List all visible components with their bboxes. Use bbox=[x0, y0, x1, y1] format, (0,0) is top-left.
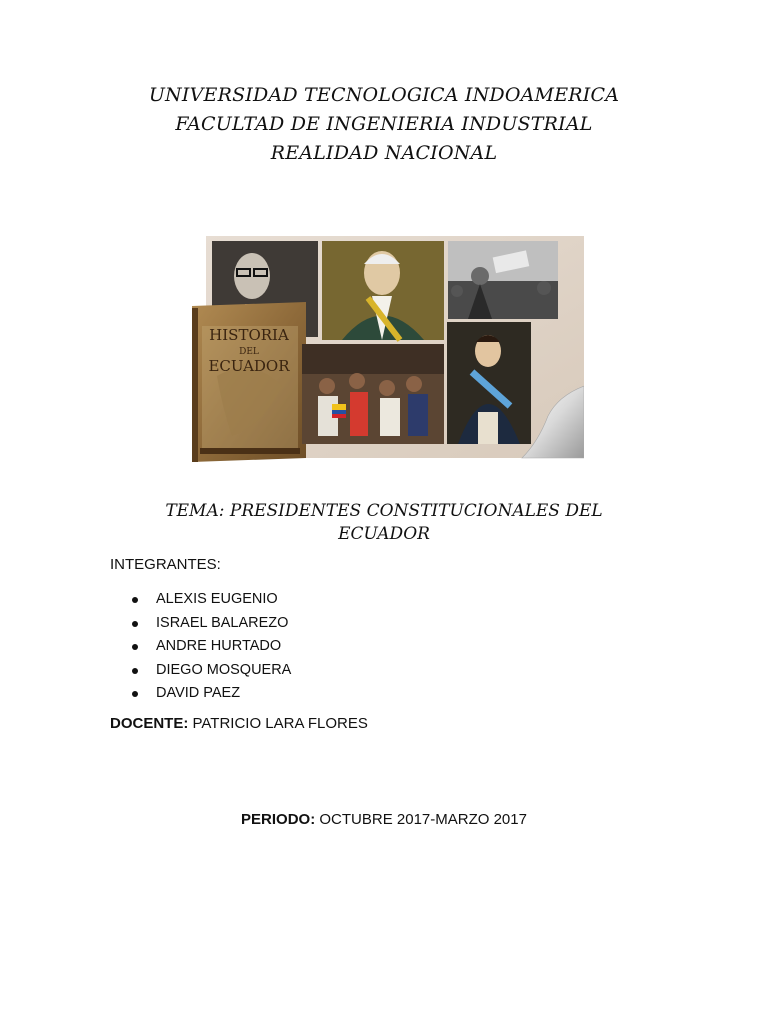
list-item bbox=[110, 588, 291, 612]
book-title-line2: DEL bbox=[239, 347, 259, 357]
member-name: DAVID PAEZ bbox=[156, 685, 241, 701]
bullet-icon bbox=[132, 691, 138, 697]
docente-line bbox=[110, 715, 368, 732]
docente-value: PATRICIO LARA FLORES bbox=[192, 715, 368, 732]
integrantes-label: INTEGRANTES: bbox=[110, 556, 221, 573]
tema-title bbox=[120, 500, 648, 546]
list-item bbox=[110, 635, 291, 659]
docente-label: DOCENTE: bbox=[110, 715, 189, 732]
book-title-line1: HISTORIA bbox=[209, 326, 289, 344]
bullet-icon bbox=[132, 597, 138, 603]
list-item bbox=[110, 659, 291, 683]
bullet-icon bbox=[132, 644, 138, 650]
portrait-historic-president-painting bbox=[447, 322, 531, 444]
header-subject: REALIDAD NACIONAL bbox=[270, 142, 498, 164]
header-university: UNIVERSIDAD TECNOLOGICA INDOAMERICA bbox=[148, 84, 620, 106]
book-title-line3: ECUADOR bbox=[208, 357, 290, 375]
periodo-label: PERIODO: bbox=[241, 811, 316, 828]
bullet-icon bbox=[132, 668, 138, 674]
member-name: DIEGO MOSQUERA bbox=[156, 661, 292, 678]
tema-line-2: ECUADOR bbox=[338, 524, 430, 544]
bullet-icon bbox=[132, 621, 138, 627]
periodo-line bbox=[0, 811, 768, 828]
indigenous-march-photo bbox=[302, 344, 444, 444]
list-item bbox=[110, 612, 291, 636]
collage-svg bbox=[192, 236, 584, 466]
periodo-value: OCTUBRE 2017-MARZO 2017 bbox=[319, 811, 527, 828]
member-name: ANDRE HURTADO bbox=[156, 638, 282, 654]
member-name: ALEXIS EUGENIO bbox=[156, 591, 278, 607]
cover-collage-image bbox=[192, 236, 584, 466]
members-list bbox=[110, 588, 291, 706]
header-faculty: FACULTAD DE INGENIERIA INDUSTRIAL bbox=[175, 113, 593, 135]
list-item bbox=[110, 682, 291, 706]
historia-del-ecuador-book-cover bbox=[192, 302, 306, 462]
member-name: ISRAEL BALAREZO bbox=[156, 614, 289, 631]
protest-crowd-photo bbox=[448, 241, 558, 319]
tema-line-1: TEMA: PRESIDENTES CONSTITUCIONALES DEL bbox=[165, 501, 603, 521]
portrait-elder-president-painting bbox=[322, 241, 444, 340]
